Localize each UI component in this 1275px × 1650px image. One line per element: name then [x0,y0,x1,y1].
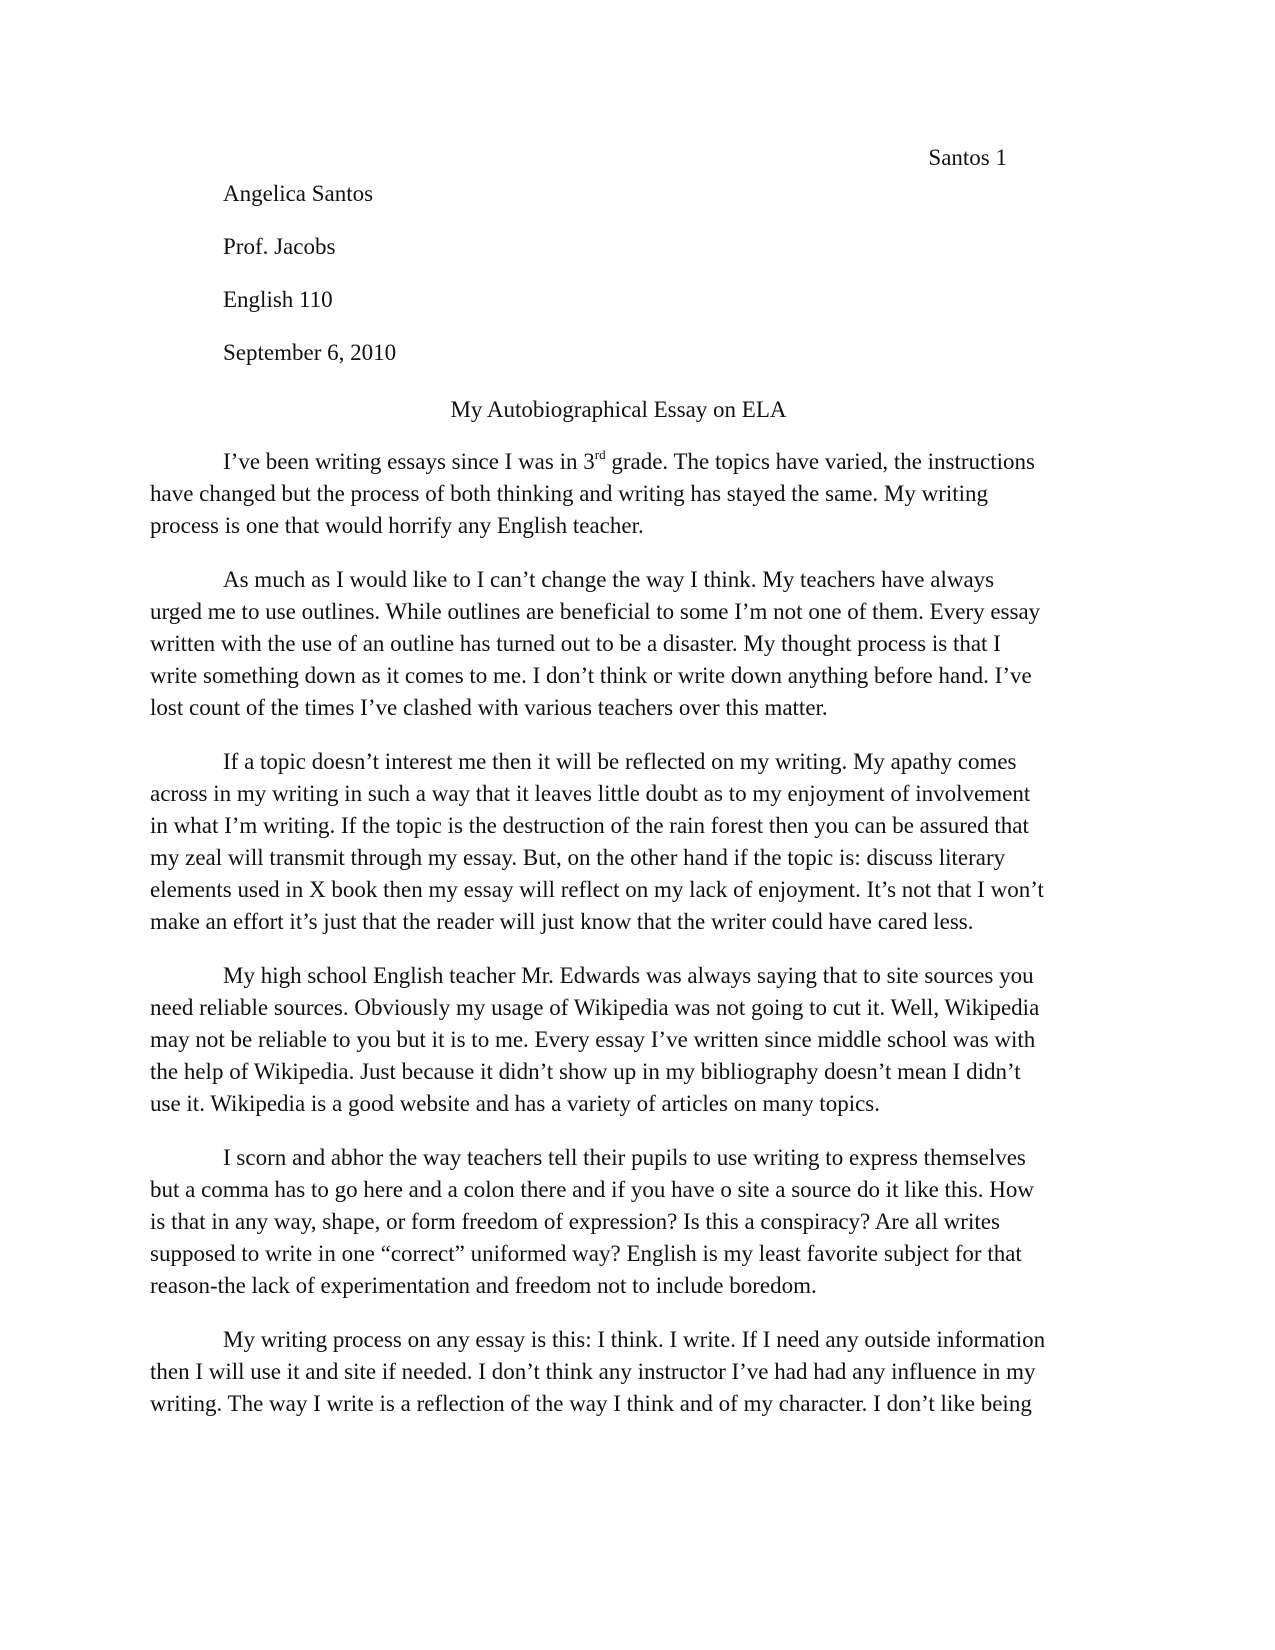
paragraph-line: My high school English teacher Mr. Edwards was always saying that to site sources you [223,963,1034,988]
paragraph-line: process is one that would horrify any English teacher. [150,513,644,538]
paragraph-line: writing. The way I write is a reflection of the way I think and of my character. I don’t like being [150,1391,1032,1416]
paragraph-line: have changed but the process of both thinking and writing has stayed the same. My writing [150,481,989,506]
paragraph [150,446,1130,542]
paragraph-line: but a comma has to go here and a colon there and if you have o site a source do it like this. How [150,1177,1034,1202]
paragraph-line: the help of Wikipedia. Just because it didn’t show up in my bibliography doesn’t mean I didn’t [150,1059,1021,1084]
mla-heading [223,178,396,390]
paragraph [150,1324,1130,1420]
paragraph-line: in what I’m writing. If the topic is the destruction of the rain forest then you can be assured that [150,813,1029,838]
paragraph-line: write something down as it comes to me. I don’t think or write down anything before hand. I’ve [150,663,1032,688]
paragraph [150,1142,1130,1302]
essay-title: My Autobiographical Essay on ELA [450,397,787,422]
paragraph-line: use it. Wikipedia is a good website and has a variety of articles on many topics. [150,1091,880,1116]
paragraph [150,564,1130,724]
paragraph-line: is that in any way, shape, or form freedom of expression? Is this a conspiracy? Are all writes [150,1209,1000,1234]
paragraph [150,960,1130,1120]
paragraph-line: written with the use of an outline has turned out to be a disaster. My thought process is that I [150,631,1001,656]
paragraph-line: make an effort it’s just that the reader will just know that the writer could have cared less. [150,909,974,934]
student-name: Angelica Santos [223,181,374,206]
paragraph-line: If a topic doesn’t interest me then it will be reflected on my writing. My apathy comes [223,749,1017,774]
paragraph-line: urged me to use outlines. While outlines are beneficial to some I’m not one of them. Every essay [150,599,1041,624]
paragraph-line: may not be reliable to you but it is to me. Every essay I’ve written since middle school was with [150,1027,1036,1052]
text-run: I’ve been writing essays since I was in 3 [223,449,595,474]
paragraph-line: across in my writing in such a way that it leaves little doubt as to my enjoyment of involvement [150,781,1031,806]
paragraph-line: lost count of the times I’ve clashed with various teachers over this matter. [150,695,828,720]
paragraph-line: my zeal will transmit through my essay. But, on the other hand if the topic is: discuss literary [150,845,1006,870]
essay-body [150,446,1130,1442]
paragraph-line: supposed to write in one “correct” uniformed way? English is my least favorite subject for that [150,1241,1022,1266]
essay-date: September 6, 2010 [223,340,397,365]
paragraph [150,746,1130,938]
text-run: grade. The topics have varied, the instructions [605,449,1035,474]
paragraph-line: then I will use it and site if needed. I don’t think any instructor I’ve had had any influence in my [150,1359,1036,1384]
running-head: Santos 1 [928,145,1007,170]
paragraph-list [150,564,1130,1420]
paragraph-line: reason-the lack of experimentation and freedom not to include boredom. [150,1273,817,1298]
paragraph-line: I scorn and abhor the way teachers tell their pupils to use writing to express themselves [223,1145,1026,1170]
paragraph-line: My writing process on any essay is this: I think. I write. If I need any outside information [223,1327,1046,1352]
instructor-name: Prof. Jacobs [223,234,336,259]
paragraph-line: As much as I would like to I can’t change the way I think. My teachers have always [223,567,995,592]
paragraph-line [150,446,1130,478]
essay-title-row [0,394,1275,426]
ordinal-superscript: rd [594,447,606,462]
paragraph-line: need reliable sources. Obviously my usage of Wikipedia was not going to cut it. Well, Wikipedia [150,995,1040,1020]
course-name: English 110 [223,287,333,312]
paragraph-line: elements used in X book then my essay will reflect on my lack of enjoyment. It’s not that I won’t [150,877,1044,902]
